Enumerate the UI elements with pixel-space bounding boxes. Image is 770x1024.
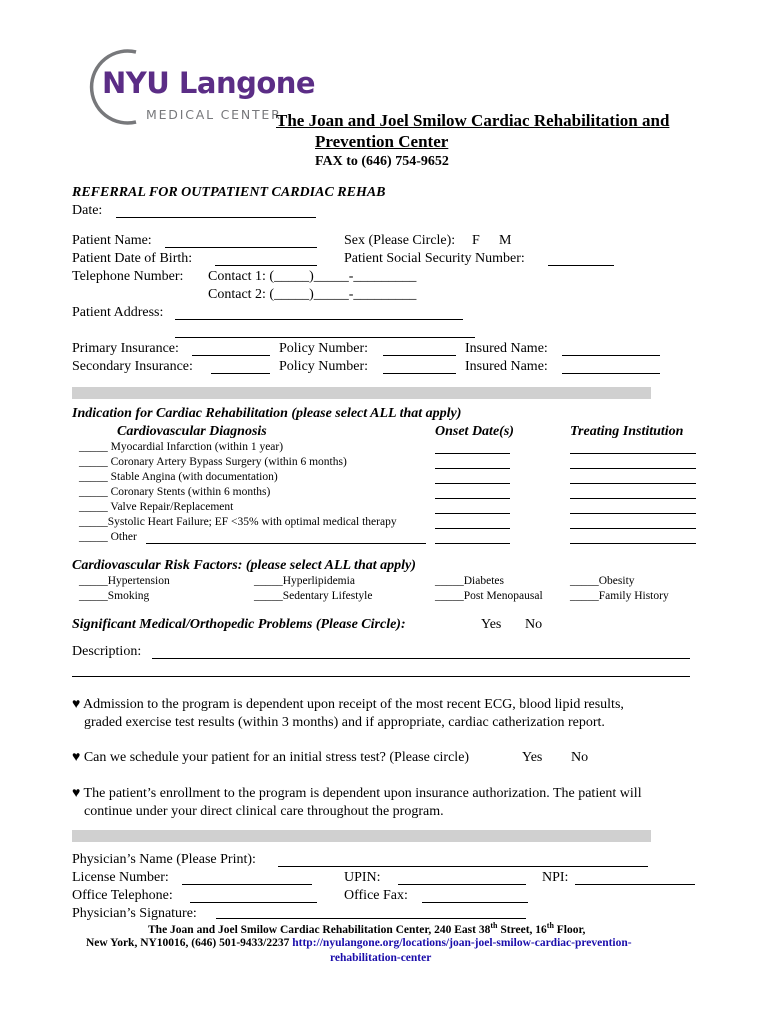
institution-field[interactable]	[570, 440, 696, 454]
risk-obesity[interactable]: _____Obesity	[570, 575, 635, 587]
risk-post-menopausal[interactable]: _____Post Menopausal	[435, 590, 543, 602]
section-divider-1	[72, 387, 651, 399]
date-field[interactable]	[116, 202, 316, 218]
institution-field[interactable]	[570, 470, 696, 484]
risk-family-history[interactable]: _____Family History	[570, 590, 669, 602]
admission-note-line2: graded exercise test results (within 3 months) and if appropriate, cardiac catherization report.	[84, 715, 605, 730]
ssn-label: Patient Social Security Number:	[344, 251, 525, 266]
secondary-policy-label: Policy Number:	[279, 359, 369, 374]
institution-field[interactable]	[570, 515, 696, 529]
risk-diabetes[interactable]: _____Diabetes	[435, 575, 504, 587]
other-field[interactable]	[146, 530, 426, 544]
office-telephone-label: Office Telephone:	[72, 888, 173, 903]
contact2-field[interactable]: Contact 2: (_____)_____-_________	[208, 287, 417, 302]
footer-link[interactable]: http://nyulangone.org/locations/joan-joel-smilow-cardiac-prevention-	[292, 937, 632, 949]
description-field-1[interactable]	[152, 643, 690, 659]
logo-brand: NYU Langone	[102, 66, 316, 100]
risk-smoking[interactable]: _____Smoking	[79, 590, 150, 602]
dx-item[interactable]: _____Systolic Heart Failure; EF <35% with optimal medical therapy	[79, 516, 397, 528]
institution-field[interactable]	[570, 500, 696, 514]
ssn-field[interactable]	[548, 250, 614, 266]
license-label: License Number:	[72, 870, 169, 885]
dx-item[interactable]: _____ Coronary Stents (within 6 months)	[79, 486, 271, 498]
col-institution: Treating Institution	[570, 424, 684, 439]
date-label: Date:	[72, 203, 103, 218]
onset-field[interactable]	[435, 485, 510, 499]
signature-label: Physician’s Signature:	[72, 906, 197, 921]
header-title-line2: Prevention Center	[315, 132, 449, 151]
primary-policy-label: Policy Number:	[279, 341, 369, 356]
indication-heading: Indication for Cardiac Rehabilitation (please select ALL that apply)	[72, 406, 462, 421]
primary-policy-field[interactable]	[383, 340, 456, 356]
physician-name-field[interactable]	[278, 851, 648, 867]
upin-field[interactable]	[398, 869, 526, 885]
fax-number: FAX to (646) 754-9652	[315, 154, 449, 169]
enrollment-note-line1: ♥ The patient’s enrollment to the program is dependent upon insurance authorization. The patient will	[72, 786, 642, 801]
onset-field[interactable]	[435, 470, 510, 484]
significant-heading: Significant Medical/Orthopedic Problems (Please Circle):	[72, 617, 406, 632]
sex-label: Sex (Please Circle):	[344, 233, 456, 248]
secondary-insurance-label: Secondary Insurance:	[72, 359, 193, 374]
secondary-insurance-field[interactable]	[211, 358, 270, 374]
risk-sedentary[interactable]: _____Sedentary Lifestyle	[254, 590, 373, 602]
dx-item[interactable]: _____ Other	[79, 531, 137, 543]
footer-contact: New York, NY10016, (646) 501-9433/2237	[86, 937, 290, 949]
footer-address-line1	[148, 919, 585, 937]
primary-insured-label: Insured Name:	[465, 341, 548, 356]
footer-text-1a: The Joan and Joel Smilow Cardiac Rehabilitation Center, 240 East 38	[148, 923, 491, 936]
header-title-line1: The Joan and Joel Smilow Cardiac Rehabilitation and	[276, 111, 670, 130]
footer-link-continued[interactable]: rehabilitation-center	[330, 952, 432, 964]
admission-note-line1: ♥ Admission to the program is dependent upon receipt of the most recent ECG, blood lipid results,	[72, 697, 624, 712]
address-label: Patient Address:	[72, 305, 164, 320]
institution-field[interactable]	[570, 485, 696, 499]
sex-f[interactable]: F	[472, 233, 480, 248]
risk-heading: Cardiovascular Risk Factors: (please select ALL that apply)	[72, 558, 416, 573]
dx-item[interactable]: _____ Stable Angina (with documentation)	[79, 471, 278, 483]
col-onset: Onset Date(s)	[435, 424, 514, 439]
address-field-1[interactable]	[175, 304, 463, 320]
secondary-insured-label: Insured Name:	[465, 359, 548, 374]
primary-insured-field[interactable]	[562, 340, 660, 356]
dob-field[interactable]	[215, 250, 317, 266]
secondary-policy-field[interactable]	[383, 358, 456, 374]
footer-sup-1: th	[490, 921, 498, 930]
significant-yes[interactable]: Yes	[481, 617, 502, 632]
signature-field[interactable]	[216, 905, 526, 919]
description-field-2[interactable]	[72, 661, 690, 677]
risk-hyperlipidemia[interactable]: _____Hyperlipidemia	[254, 575, 355, 587]
col-diagnosis: Cardiovascular Diagnosis	[117, 424, 267, 439]
dx-item[interactable]: _____ Valve Repair/Replacement	[79, 501, 234, 513]
dx-item[interactable]: _____ Coronary Artery Bypass Surgery (within 6 months)	[79, 456, 347, 468]
onset-field[interactable]	[435, 530, 510, 544]
stress-test-yes[interactable]: Yes	[522, 750, 543, 765]
onset-field[interactable]	[435, 455, 510, 469]
footer-text-1c: Floor,	[553, 923, 586, 936]
onset-field[interactable]	[435, 515, 510, 529]
description-label: Description:	[72, 644, 142, 659]
logo-subtitle: MEDICAL CENTER	[146, 107, 282, 122]
stress-test-question: ♥ Can we schedule your patient for an initial stress test? (Please circle)	[72, 750, 470, 765]
onset-field[interactable]	[435, 500, 510, 514]
primary-insurance-label: Primary Insurance:	[72, 341, 179, 356]
secondary-insured-field[interactable]	[562, 358, 660, 374]
patient-name-field[interactable]	[165, 232, 317, 248]
physician-name-label: Physician’s Name (Please Print):	[72, 852, 256, 867]
institution-field[interactable]	[570, 455, 696, 469]
referral-heading: REFERRAL FOR OUTPATIENT CARDIAC REHAB	[72, 185, 386, 200]
contact1-field[interactable]: Contact 1: (_____)_____-_________	[208, 269, 417, 284]
dx-item[interactable]: _____ Myocardial Infarction (within 1 year)	[79, 441, 284, 453]
address-field-2[interactable]	[175, 322, 475, 338]
npi-field[interactable]	[575, 869, 695, 885]
license-field[interactable]	[182, 869, 312, 885]
stress-test-no[interactable]: No	[571, 750, 589, 765]
patient-name-label: Patient Name:	[72, 233, 152, 248]
primary-insurance-field[interactable]	[192, 340, 270, 356]
office-fax-field[interactable]	[422, 887, 528, 903]
footer-address-line2	[86, 936, 632, 950]
upin-label: UPIN:	[344, 870, 381, 885]
office-fax-label: Office Fax:	[344, 888, 408, 903]
footer-link-line2	[330, 951, 431, 965]
phone-label: Telephone Number:	[72, 269, 184, 284]
footer-sup-2: th	[546, 921, 554, 930]
risk-hypertension[interactable]: _____Hypertension	[79, 575, 170, 587]
enrollment-note-line2: continue under your direct clinical care throughout the program.	[84, 804, 444, 819]
npi-label: NPI:	[542, 870, 569, 885]
institution-field[interactable]	[570, 530, 696, 544]
dob-label: Patient Date of Birth:	[72, 251, 193, 266]
section-divider-2	[72, 830, 651, 842]
onset-field[interactable]	[435, 440, 510, 454]
office-telephone-field[interactable]	[190, 887, 317, 903]
logo	[88, 48, 316, 126]
significant-no[interactable]: No	[525, 617, 543, 632]
footer-text-1b: Street, 16	[497, 923, 547, 936]
sex-m[interactable]: M	[499, 233, 512, 248]
